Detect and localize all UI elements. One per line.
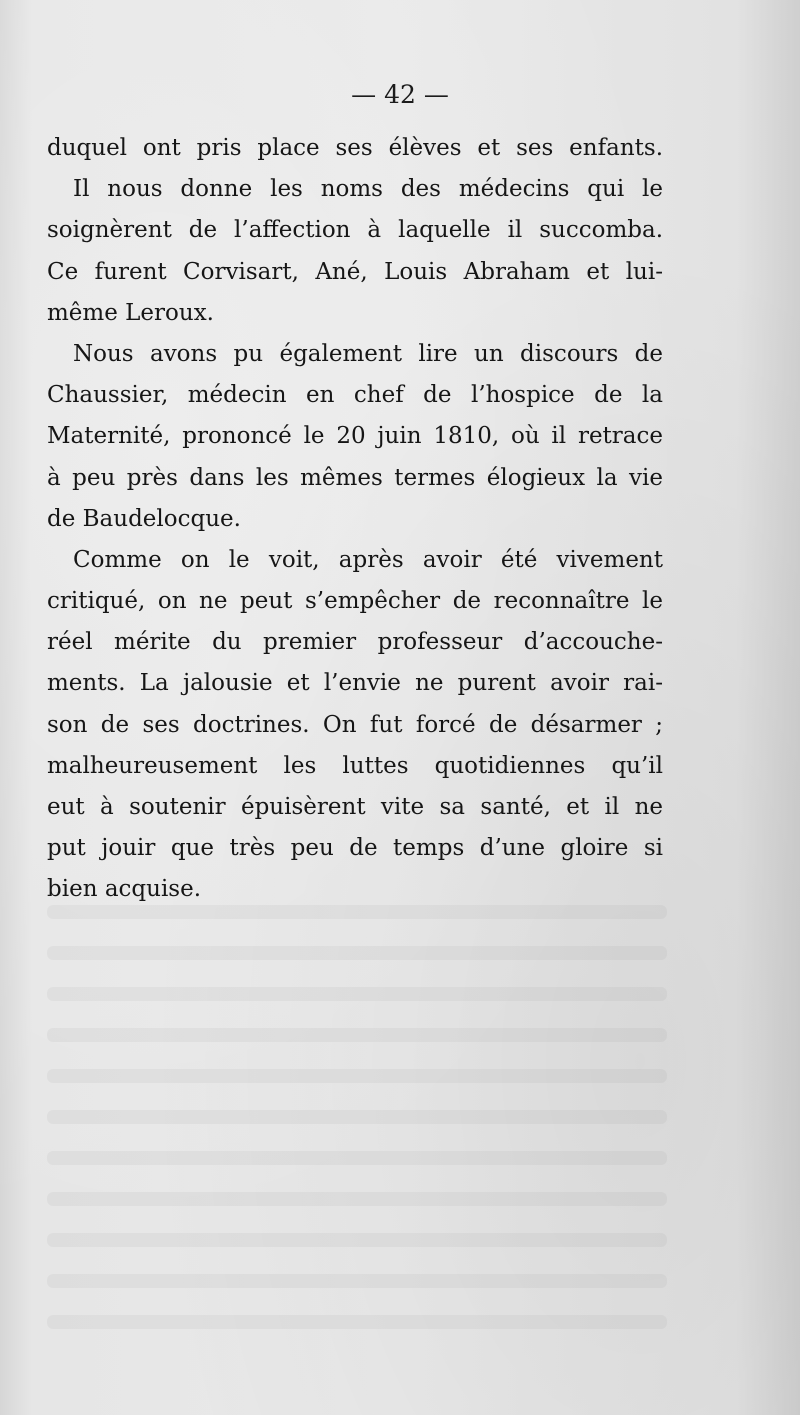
text-line: ments. La jalousie et l’envie ne purent avoir rai- xyxy=(47,670,663,697)
text-line: malheureusement les luttes quotidiennes qu’il xyxy=(47,752,663,779)
text-line: Ce furent Corvisart, Ané, Louis Abraham et lui- xyxy=(47,258,663,285)
text-line: eut à soutenir épuisèrent vite sa santé, et il ne xyxy=(47,794,663,820)
show-through xyxy=(47,1274,667,1288)
text-line: bien acquise. xyxy=(47,876,202,903)
show-through xyxy=(47,1233,667,1247)
text-line: Nous avons pu également lire un discours de xyxy=(73,340,663,367)
text-line: à peu près dans les mêmes termes élogieux la vie xyxy=(47,464,663,491)
text-line: réel mérite du premier professeur d’accouche- xyxy=(47,629,663,656)
text-line: même Leroux. xyxy=(47,299,214,326)
show-through xyxy=(47,1110,667,1124)
text-line: Comme on le voit, après avoir été vivement xyxy=(73,546,663,573)
text-line: critiqué, on ne peut s’empêcher de reconnaître le xyxy=(47,588,663,615)
show-through xyxy=(47,1069,667,1083)
show-through xyxy=(47,905,667,919)
text-line: Il nous donne les noms des médecins qui le xyxy=(73,176,663,203)
text-line: son de ses doctrines. On fut forcé de désarmer ; xyxy=(47,711,663,738)
text-line: Maternité, prononcé le 20 juin 1810, où il retrace xyxy=(47,423,663,450)
text-line: de Baudelocque. xyxy=(47,505,241,532)
text-line: put jouir que très peu de temps d’une gloire si xyxy=(47,835,663,862)
show-through xyxy=(47,1151,667,1165)
show-through xyxy=(47,1315,667,1329)
text-line: soignèrent de l’affection à laquelle il succomba. xyxy=(47,217,663,244)
page-number: — 42 — xyxy=(351,80,449,109)
show-through xyxy=(47,1192,667,1206)
text-line: duquel ont pris place ses élèves et ses enfants. xyxy=(47,135,663,161)
body-text xyxy=(47,128,663,911)
show-through xyxy=(47,987,667,1001)
text-line: Chaussier, médecin en chef de l’hospice de la xyxy=(47,382,663,409)
show-through xyxy=(47,946,667,960)
show-through xyxy=(47,1028,667,1042)
